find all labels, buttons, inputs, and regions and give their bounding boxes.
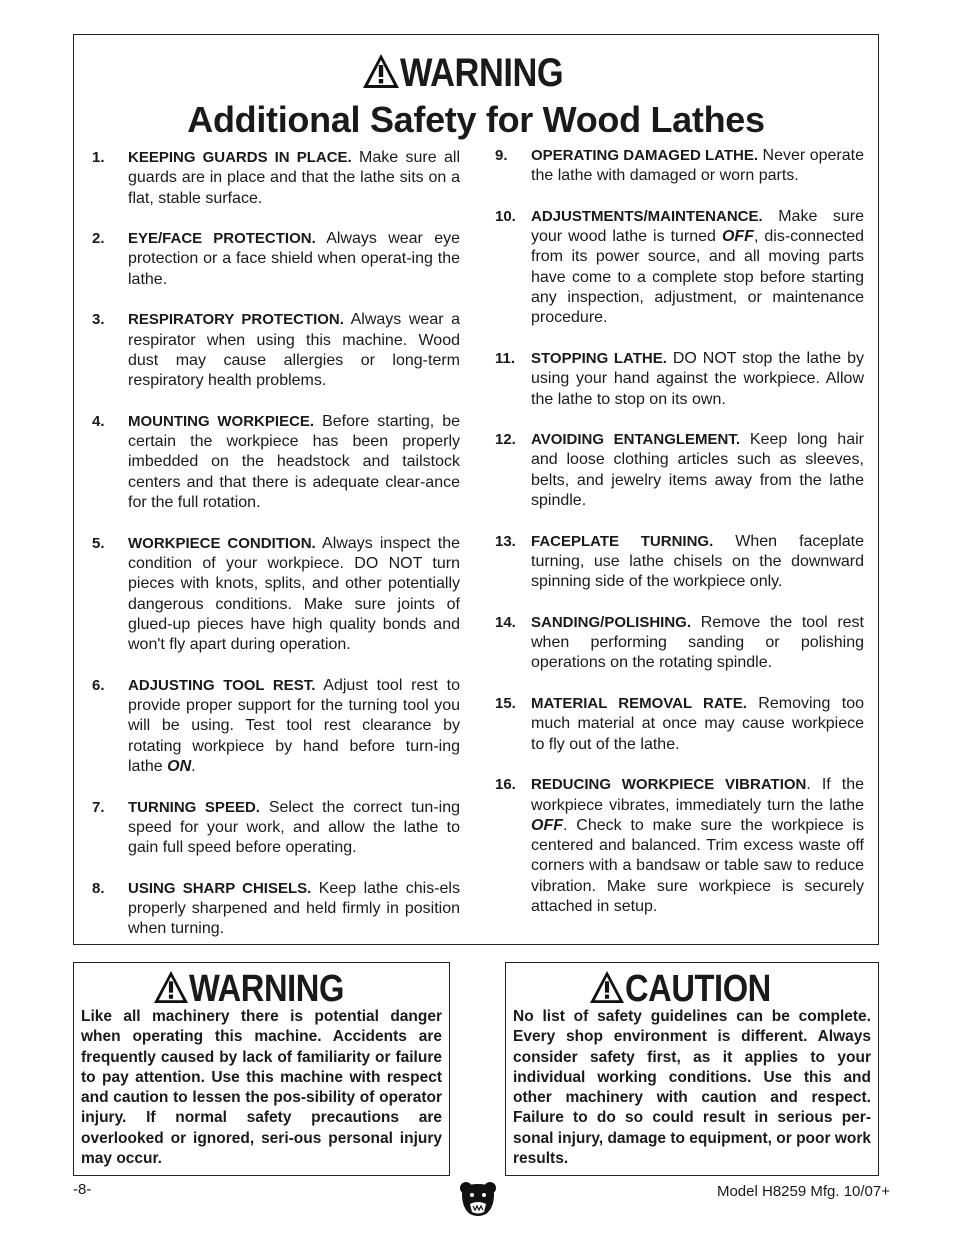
item-body: Make sure your wood lathe is turned (531, 207, 864, 246)
item-body: Always inspect the condition of your workpiece. DO NOT turn pieces with knots, splits, and other potentially dangerous conditions. Make sure joints of glued-up pieces have high quality bonds and won't fly apart during operation. (128, 534, 460, 654)
item-number: 12. (495, 431, 516, 449)
item-body: Removing too much material at once may cause workpiece to fly out of the lathe. (531, 695, 864, 753)
item-heading: WORKPIECE CONDITION. (128, 534, 316, 552)
item-body: Before starting, be certain the workpiece has been properly imbedded on the headstock and tailstock centers and that there is adequate clear-ance for the full rotation. (128, 412, 460, 512)
warning-triangle-icon (362, 53, 400, 94)
list-item (495, 613, 864, 674)
item-text (128, 798, 460, 859)
item-number: 10. (495, 207, 516, 225)
item-text (531, 207, 864, 329)
item-number: 4. (92, 412, 105, 430)
item-body-continued: . (191, 757, 196, 775)
caution-box-signal-word: CAUTION (625, 968, 772, 1010)
item-text (531, 349, 864, 410)
item-emphasis: ON (167, 757, 192, 775)
caution-box (505, 962, 879, 1176)
item-text (531, 694, 864, 755)
item-number: 6. (92, 676, 105, 694)
main-warning-panel (73, 34, 879, 945)
item-heading: REDUCING WORKPIECE VIBRATION (531, 776, 807, 794)
warning-box-signal-word: WARNING (189, 968, 345, 1010)
main-header (74, 49, 878, 141)
item-number: 14. (495, 613, 516, 631)
item-heading: RESPIRATORY PROTECTION. (128, 311, 344, 329)
item-number: 13. (495, 532, 516, 550)
item-heading: USING SHARP CHISELS. (128, 879, 312, 897)
model-info: Model H8259 Mfg. 10/07+ (716, 1183, 890, 1200)
item-heading: MATERIAL REMOVAL RATE. (531, 695, 747, 713)
list-item (495, 430, 864, 511)
item-body: Make sure all guards are in place and that the lathe sits on a flat, stable surface. (128, 149, 461, 207)
item-text (531, 775, 864, 917)
item-text (128, 310, 460, 391)
warning-box-body: Like all machinery there is potential danger when operating this machine. Accidents are frequently caused by lack of familiarity or failure to pay attention. Use this machine with respect and caution to lessen the pos-sibility of operator injury. If normal safety precautions are overlooked or ignored, seri-ous personal injury may occur. (81, 1008, 442, 1168)
item-body: Keep lathe chis-els properly sharpened and held firmly in position when turning. (128, 879, 460, 938)
list-item (92, 676, 460, 777)
list-item (495, 775, 864, 917)
item-text (128, 412, 460, 513)
item-number: 11. (495, 349, 516, 367)
item-heading: FACEPLATE TURNING. (531, 532, 714, 550)
list-item (495, 146, 864, 187)
item-body: Keep long hair and loose clothing articles such as sleeves, belts, and jewelry items away from the lathe spindle. (531, 431, 864, 510)
item-number: 5. (92, 534, 105, 552)
item-body: Never operate the lathe with damaged or worn parts. (531, 147, 864, 185)
item-text (128, 534, 460, 656)
item-number: 7. (92, 798, 105, 816)
caution-box-heading (506, 967, 878, 1011)
item-body: When faceplate turning, use lathe chisels on the downward spinning side of the workpiece only. (531, 532, 864, 591)
page-number: -8- (73, 1181, 92, 1198)
list-item (92, 229, 460, 290)
main-signal-heading (74, 49, 878, 97)
item-number: 2. (92, 230, 105, 248)
item-body: Select the correct tun-ing speed for your work, and allow the lathe to gain full speed before operating. (128, 798, 461, 857)
item-heading: AVOIDING ENTANGLEMENT. (531, 431, 741, 449)
item-text (128, 879, 460, 940)
item-number: 9. (495, 147, 508, 164)
item-body-continued: . Check to make sure the workpiece is centered and balanced. Trim excess waste off corners with a bandsaw or table saw to reduce vibration. Make sure workpiece is securely attached in setup. (531, 816, 864, 915)
item-text (531, 613, 864, 674)
item-body: Always wear a respirator when using this machine. Wood dust may cause allergies or long-term respiratory health problems. (128, 311, 460, 390)
item-heading: OPERATING DAMAGED LATHE. (531, 147, 759, 164)
right-column (495, 146, 864, 938)
list-item (92, 798, 460, 859)
item-body-continued: , dis-connected from its power source, and all moving parts have come to a complete stop before starting any inspection, adjustment, or maintenance procedure. (531, 228, 865, 327)
warning-triangle-icon (589, 970, 625, 1009)
item-heading: EYE/FACE PROTECTION. (128, 230, 316, 248)
main-signal-word: WARNING (400, 51, 564, 95)
item-heading: MOUNTING WORKPIECE. (128, 412, 315, 430)
item-body: Always wear eye protection or a face shield when operat-ing the lathe. (128, 230, 461, 288)
list-item (92, 412, 460, 513)
left-column (92, 148, 460, 960)
caution-box-body: No list of safety guidelines can be complete. Every shop environment is different. Always consider safety first, as it applies to your individual working conditions. Use this and other machinery with caution and respect. Failure to do so could result in serious per-sonal injury, damage to equipment, or poor work results. (513, 1008, 871, 1168)
item-heading: TURNING SPEED. (128, 798, 260, 816)
warning-box-heading (74, 967, 449, 1011)
item-number: 16. (495, 776, 516, 794)
item-body: Adjust tool rest to provide proper support for the turning tool you will be using. Test tool rest clearance by rotating workpiece by hand before turn-ing lathe (128, 676, 461, 775)
warning-triangle-icon (153, 970, 189, 1009)
general-warning-box (73, 962, 450, 1176)
item-body: . If the workpiece vibrates, immediately turn the lathe (531, 776, 865, 814)
list-item (92, 879, 460, 940)
list-item (92, 148, 460, 209)
item-emphasis: OFF (531, 816, 563, 834)
list-item (495, 694, 864, 755)
item-emphasis: OFF (721, 228, 754, 246)
list-item (92, 534, 460, 656)
item-number: 3. (92, 311, 105, 329)
item-heading: ADJUSTING TOOL REST. (128, 676, 316, 694)
item-heading: KEEPING GUARDS IN PLACE. (128, 149, 352, 166)
page-title: Additional Safety for Wood Lathes (187, 99, 765, 140)
list-item (495, 207, 864, 329)
item-heading: STOPPING LATHE. (531, 349, 667, 367)
item-number: 15. (495, 695, 516, 713)
list-item (92, 310, 460, 391)
list-item (495, 532, 864, 593)
item-body: Remove the tool rest when performing sanding or polishing operations on the rotating spindle. (531, 613, 864, 672)
item-heading: ADJUSTMENTS/MAINTENANCE. (531, 207, 763, 225)
item-text (531, 430, 864, 511)
item-number: 8. (92, 879, 105, 897)
bear-logo-icon (458, 1180, 498, 1223)
item-text (128, 229, 460, 290)
item-body: DO NOT stop the lathe by using your hand against the workpiece. Allow the lathe to stop on its own. (531, 349, 864, 408)
item-heading: SANDING/POLISHING. (531, 613, 692, 631)
item-number: 1. (92, 149, 105, 166)
item-text (531, 532, 864, 593)
item-text (128, 676, 460, 777)
list-item (495, 349, 864, 410)
item-text (531, 146, 864, 187)
item-text (128, 148, 460, 209)
